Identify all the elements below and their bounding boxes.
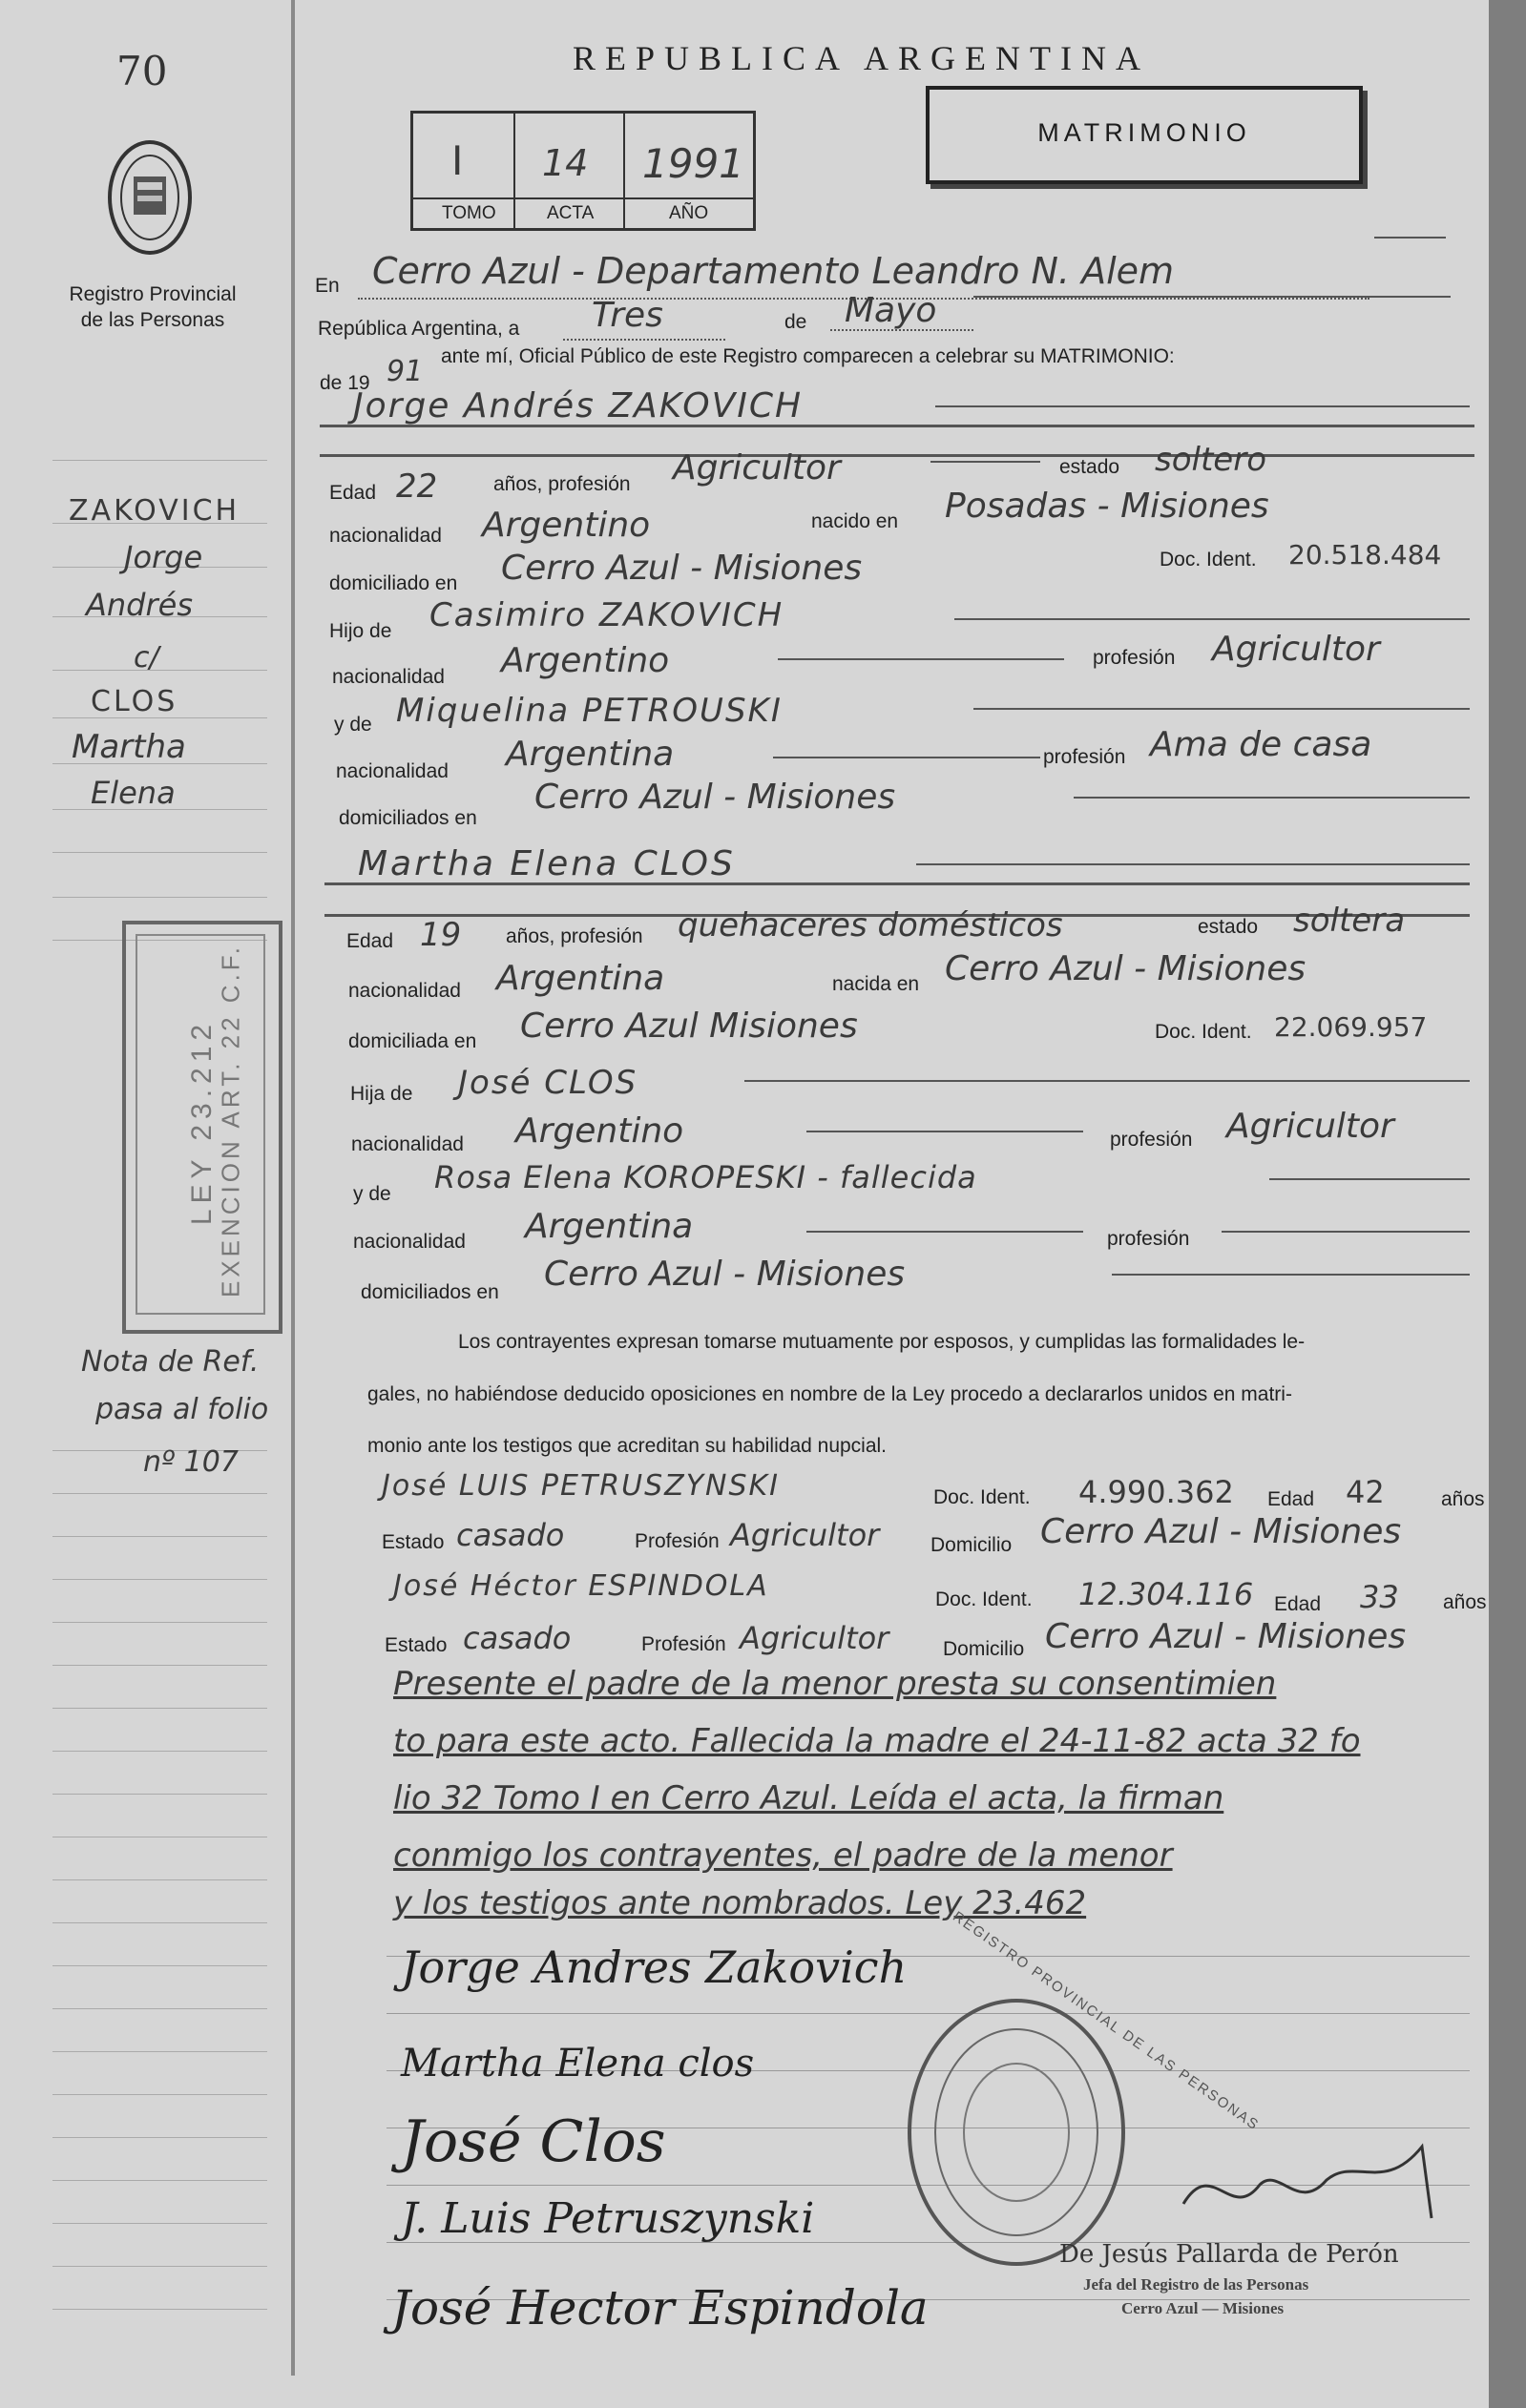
signature-witness-1: J. Luis Petruszynski <box>401 2194 815 2243</box>
groom-padre-nac-label: nacionalidad <box>332 666 445 688</box>
bride-madre-prof-label: profesión <box>1107 1228 1190 1250</box>
de-label: de <box>784 311 807 333</box>
bride-madre-nac: Argentina <box>525 1207 694 1246</box>
declaration-line3: monio ante los testigos que acreditan su habilidad nupcial. <box>367 1435 888 1457</box>
groom-madre-nac: Argentina <box>506 735 675 774</box>
bride-name: Martha Elena CLOS <box>358 844 736 883</box>
witness-2-domicilio: Cerro Azul - Misiones <box>1045 1617 1407 1656</box>
witness-1-profesion: Agricultor <box>730 1517 880 1553</box>
margin-name-0: ZAKOVICH <box>69 494 240 528</box>
stamp-line1: LEY 23.212 <box>186 1018 218 1226</box>
witness-1-edad-label: Edad <box>1267 1488 1315 1510</box>
dia-value: Tres <box>592 296 663 335</box>
acta-label: ACTA <box>547 203 595 223</box>
groom-domiciliado-label: domiciliado en <box>329 572 458 594</box>
groom-estado-label: estado <box>1059 456 1120 478</box>
margin-fold <box>291 0 295 2376</box>
groom-nacido: Posadas - Misiones <box>945 487 1269 526</box>
note-line-4: y los testigos ante nombrados. Ley 23.462 <box>393 1884 1087 1922</box>
page-edge <box>1489 0 1526 2408</box>
seal-text: REGISTRO PROVINCIAL DE LAS PERSONAS <box>950 1908 1263 2134</box>
acta-value: 14 <box>542 142 589 184</box>
witness-2-doc: 12.304.116 <box>1078 1576 1254 1612</box>
margin-name-2: Andrés <box>86 587 193 623</box>
anio-prefix: de 19 <box>320 372 370 394</box>
margin-note-2: nº 107 <box>143 1445 239 1479</box>
bride-padre-prof: Agricultor <box>1226 1107 1394 1146</box>
groom-padre-prof: Agricultor <box>1212 630 1380 669</box>
bride-edad-label: Edad <box>346 930 394 952</box>
margin-name-5: Martha <box>72 728 186 766</box>
groom-madre-prof-label: profesión <box>1043 746 1126 768</box>
bride-padres-dom: Cerro Azul - Misiones <box>544 1255 906 1294</box>
groom-doc: 20.518.484 <box>1288 539 1442 571</box>
groom-hijo-label: Hijo de <box>329 620 392 642</box>
mes-value: Mayo <box>845 291 937 330</box>
bride-padre-nac-label: nacionalidad <box>351 1133 464 1155</box>
witness-2-profesion: Agricultor <box>740 1620 889 1656</box>
bride-padre: José CLOS <box>458 1064 638 1102</box>
official-name: De Jesús Pallarda de Perón <box>1059 2240 1399 2269</box>
bride-anos-label: años, profesión <box>506 925 643 947</box>
signature-father: José Clos <box>401 2108 666 2175</box>
margin-note-0: Nota de Ref. <box>81 1345 260 1379</box>
declaration-line2: gales, no habiéndose deducido oposiciones en nombre de la Ley procedo a declararlos unidos en matri- <box>367 1383 1292 1405</box>
bride-padres-dom-label: domiciliados en <box>361 1281 499 1303</box>
witness-2-estado: casado <box>463 1620 572 1656</box>
groom-nacido-label: nacido en <box>811 510 899 532</box>
matrimonio-box <box>926 86 1363 184</box>
witness-1-estado: casado <box>456 1517 565 1553</box>
bride-nacida: Cerro Azul - Misiones <box>945 949 1307 988</box>
bride-profesion: quehaceres domésticos <box>678 906 1063 945</box>
groom-madre-prof: Ama de casa <box>1150 725 1372 764</box>
signature-witness-2: José Hector Espindola <box>391 2280 929 2335</box>
witness-2-domicilio-label: Domicilio <box>943 1638 1025 1660</box>
signature-bride: Martha Elena clos <box>401 2042 755 2086</box>
bride-nacida-label: nacida en <box>832 973 920 995</box>
groom-domicilio: Cerro Azul - Misiones <box>501 549 863 588</box>
bride-padre-nac: Argentino <box>515 1111 684 1151</box>
groom-profesion: Agricultor <box>673 448 841 488</box>
groom-padres-dom: Cerro Azul - Misiones <box>534 778 896 817</box>
witness-2-edad: 33 <box>1360 1579 1399 1615</box>
matrimonio-label: MATRIMONIO <box>1037 118 1251 147</box>
bride-domicilio: Cerro Azul Misiones <box>520 1007 858 1046</box>
margin-name-1: Jorge <box>124 539 203 575</box>
page-number: 70 <box>116 48 168 94</box>
groom-madre: Miquelina PETROUSKI <box>396 692 783 730</box>
bride-doc-label: Doc. Ident. <box>1155 1021 1252 1043</box>
official-title: Jefa del Registro de las Personas <box>1083 2275 1309 2294</box>
witness-1-doc: 4.990.362 <box>1078 1474 1234 1510</box>
margin-name-3: c/ <box>134 641 159 675</box>
witness-2-profesion-label: Profesión <box>641 1633 726 1655</box>
groom-edad: 22 <box>396 467 438 506</box>
groom-nacionalidad: Argentino <box>482 506 651 545</box>
bride-nacionalidad: Argentina <box>496 959 665 998</box>
margin-name-4: CLOS <box>91 685 178 718</box>
document-title: REPUBLICA ARGENTINA <box>573 39 1151 77</box>
note-line-2: lio 32 Tomo I en Cerro Azul. Leída el acta, la firman <box>393 1779 1224 1817</box>
stamp-line2: EXENCION ART. 22 C.F. <box>216 943 245 1298</box>
declaration-line1: Los contrayentes expresan tomarse mutuamente por esposos, y cumplidas las formalidades le- <box>458 1331 1306 1353</box>
witness-2-anos-label: años <box>1443 1591 1487 1613</box>
margin-note-1: pasa al folio <box>95 1393 269 1426</box>
witness-1-profesion-label: Profesión <box>635 1530 720 1552</box>
registry-label-line2: de las Personas <box>80 309 225 331</box>
note-line-1: to para este acto. Fallecida la madre el 24-11-82 acta 32 fo <box>393 1722 1361 1760</box>
bride-padre-prof-label: profesión <box>1110 1129 1193 1151</box>
official-place: Cerro Azul — Misiones <box>1121 2299 1285 2317</box>
witness-2-name: José Héctor ESPINDOLA <box>393 1569 769 1603</box>
witness-2-estado-label: Estado <box>385 1634 448 1656</box>
bride-edad: 19 <box>420 916 462 954</box>
bride-domiciliada-label: domiciliada en <box>348 1030 477 1052</box>
groom-padres-dom-label: domiciliados en <box>339 807 477 829</box>
bride-hija-label: Hija de <box>350 1083 413 1105</box>
anio-suffix: 91 <box>387 355 424 388</box>
republica-label: República Argentina, a <box>318 318 520 340</box>
witness-1-doc-label: Doc. Ident. <box>933 1486 1031 1508</box>
registry-logo <box>105 138 196 258</box>
margin-name-6: Elena <box>91 775 176 811</box>
witness-2-edad-label: Edad <box>1274 1593 1322 1615</box>
witness-1-domicilio: Cerro Azul - Misiones <box>1040 1512 1402 1551</box>
witness-2-doc-label: Doc. Ident. <box>935 1588 1033 1610</box>
witness-1-domicilio-label: Domicilio <box>930 1534 1013 1556</box>
groom-madre-nac-label: nacionalidad <box>336 760 449 782</box>
official-signature-scribble <box>1174 2128 1451 2232</box>
groom-padre: Casimiro ZAKOVICH <box>429 596 784 634</box>
bride-yde-label: y de <box>353 1183 391 1205</box>
bride-estado: soltera <box>1293 902 1406 940</box>
note-line-3: conmigo los contrayentes, el padre de la menor <box>393 1837 1173 1875</box>
bride-estado-label: estado <box>1198 916 1259 938</box>
groom-padre-nac: Argentino <box>501 641 670 680</box>
groom-doc-label: Doc. Ident. <box>1160 549 1257 571</box>
registry-label <box>57 281 248 333</box>
groom-yde-label: y de <box>334 714 372 736</box>
registry-label-line1: Registro Provincial <box>69 283 237 305</box>
tomo-value: I <box>451 137 464 184</box>
witness-1-edad: 42 <box>1346 1474 1385 1510</box>
witness-1-name: José LUIS PETRUSZYNSKI <box>382 1469 781 1503</box>
tomo-label: TOMO <box>442 203 496 223</box>
bride-doc: 22.069.957 <box>1274 1011 1428 1043</box>
signature-groom: Jorge Andres Zakovich <box>401 1941 908 1993</box>
groom-name: Jorge Andrés ZAKOVICH <box>353 386 804 426</box>
groom-edad-label: Edad <box>329 482 377 504</box>
groom-padre-prof-label: profesión <box>1093 647 1176 669</box>
intro-text: ante mí, Oficial Público de este Registro comparecen a celebrar su MATRIMONIO: <box>441 345 1175 367</box>
witness-1-anos-label: años <box>1441 1488 1485 1510</box>
note-line-0: Presente el padre de la menor presta su consentimien <box>393 1665 1277 1703</box>
bride-madre-nac-label: nacionalidad <box>353 1231 466 1253</box>
exemption-stamp <box>122 921 282 1334</box>
bride-nacionalidad-label: nacionalidad <box>348 980 461 1002</box>
bride-madre: Rosa Elena KOROPESKI - fallecida <box>434 1159 977 1195</box>
groom-estado: soltero <box>1155 441 1266 479</box>
witness-1-estado-label: Estado <box>382 1531 445 1553</box>
tomo-box <box>410 111 756 231</box>
groom-nacionalidad-label: nacionalidad <box>329 525 442 547</box>
anio-label: AÑO <box>669 203 709 223</box>
en-label: En <box>315 275 340 297</box>
anio-value: 1991 <box>642 140 744 187</box>
en-value: Cerro Azul - Departamento Leandro N. Alem <box>372 250 1175 292</box>
groom-anos-label: años, profesión <box>493 473 631 495</box>
